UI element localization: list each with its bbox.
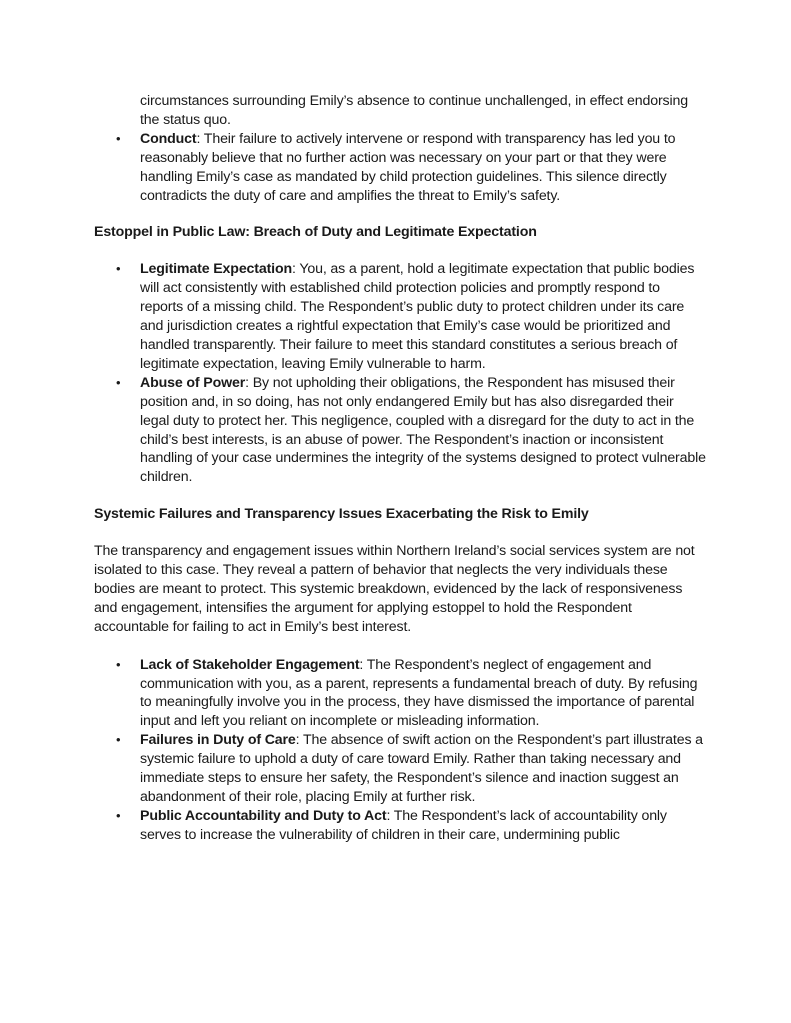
bullet-term: Abuse of Power	[140, 374, 246, 391]
bullet-item-abuse-of-power	[94, 374, 706, 487]
bullet-item-duty-of-care	[94, 731, 706, 807]
bullet-item-public-accountability	[94, 807, 706, 845]
section-heading-systemic-failures: Systemic Failures and Transparency Issues Exacerbating the Risk to Emily	[94, 506, 589, 523]
bullet-icon: •	[116, 261, 121, 277]
bullet-icon: •	[116, 732, 121, 748]
systemic-failures-paragraph: The transparency and engagement issues within Northern Ireland’s social services system are not isolated to this case. They reveal a pattern of behavior that neglects the very individuals these bodies are meant to protect. This systemic breakdown, evidenced by the lack of responsiveness and engagement, intensifies the argument for applying estoppel to hold the Respondent accountable for failing to act in Emily’s best interest.	[94, 543, 695, 635]
bullet-text: : The absence of swift action on the Respondent’s part illustrates a systemic failure to uphold a duty of care toward Emily. Rather than taking necessary and immediate steps to ensure her safety, the Respondent’s silence and inaction suggest an abandonment of their role, placing Emily at further risk.	[140, 732, 703, 805]
bullet-term: Failures in Duty of Care	[140, 732, 296, 749]
bullet-item-legitimate-expectation	[94, 260, 706, 373]
document-body	[94, 92, 706, 845]
bullet-text: : Their failure to actively intervene or respond with transparency has led you to reasonably believe that no further action was necessary on your part or that they were handling Emily’s case as mandated by child protection guidelines. This silence directly contradicts the duty of care and amplifies the threat to Emily’s safety.	[140, 130, 676, 204]
bullet-icon: •	[116, 374, 121, 390]
section-heading-estoppel: Estoppel in Public Law: Breach of Duty and Legitimate Expectation	[94, 224, 537, 241]
bullet-term: Conduct	[140, 130, 197, 147]
bullet-term: Lack of Stakeholder Engagement	[140, 656, 360, 673]
intro-bullet-list	[94, 130, 706, 206]
bullet-icon: •	[116, 656, 121, 672]
bullet-icon: •	[116, 807, 121, 823]
bullet-text: : The Respondent’s lack of accountability only serves to increase the vulnerability of children in their care, undermining public	[140, 807, 667, 843]
bullet-term: Public Accountability and Duty to Act	[140, 807, 387, 824]
estoppel-bullet-list	[94, 260, 706, 487]
bullet-text: : By not upholding their obligations, the Respondent has misused their position and, in so doing, has not only endangered Emily but has also disregarded their legal duty to protect her. This negligence, coupled with a disregard for the duty to act in the child’s best interests, is an abuse of power. The Respondent’s inaction or inconsistent handling of your case undermines the integrity of the systems designed to protect vulnerable children.	[140, 374, 706, 486]
systemic-failures-bullet-list	[94, 656, 706, 845]
bullet-text: : You, as a parent, hold a legitimate expectation that public bodies will act consistently with established child protection policies and promptly respond to reports of a missing child. The Respondent’s public duty to protect children under its care and jurisdiction creates a rightful expectation that Emily’s case would be prioritized and handled transparently. Their failure to meet this standard constitutes a serious breach of legitimate expectation, leaving Emily vulnerable to harm.	[140, 261, 695, 372]
continued-bullet-text: circumstances surrounding Emily’s absence to continue unchallenged, in effect endorsing the status quo.	[140, 93, 688, 128]
bullet-icon: •	[116, 130, 121, 146]
bullet-item-stakeholder-engagement	[94, 656, 706, 732]
bullet-item-conduct	[94, 130, 706, 206]
bullet-term: Legitimate Expectation	[140, 261, 293, 278]
bullet-text: : The Respondent’s neglect of engagement and communication with you, as a parent, represents a fundamental breach of duty. By refusing to meaningfully involve you in the process, they have dismissed the importance of parental input and left you reliant on incomplete or misleading information.	[140, 656, 698, 730]
